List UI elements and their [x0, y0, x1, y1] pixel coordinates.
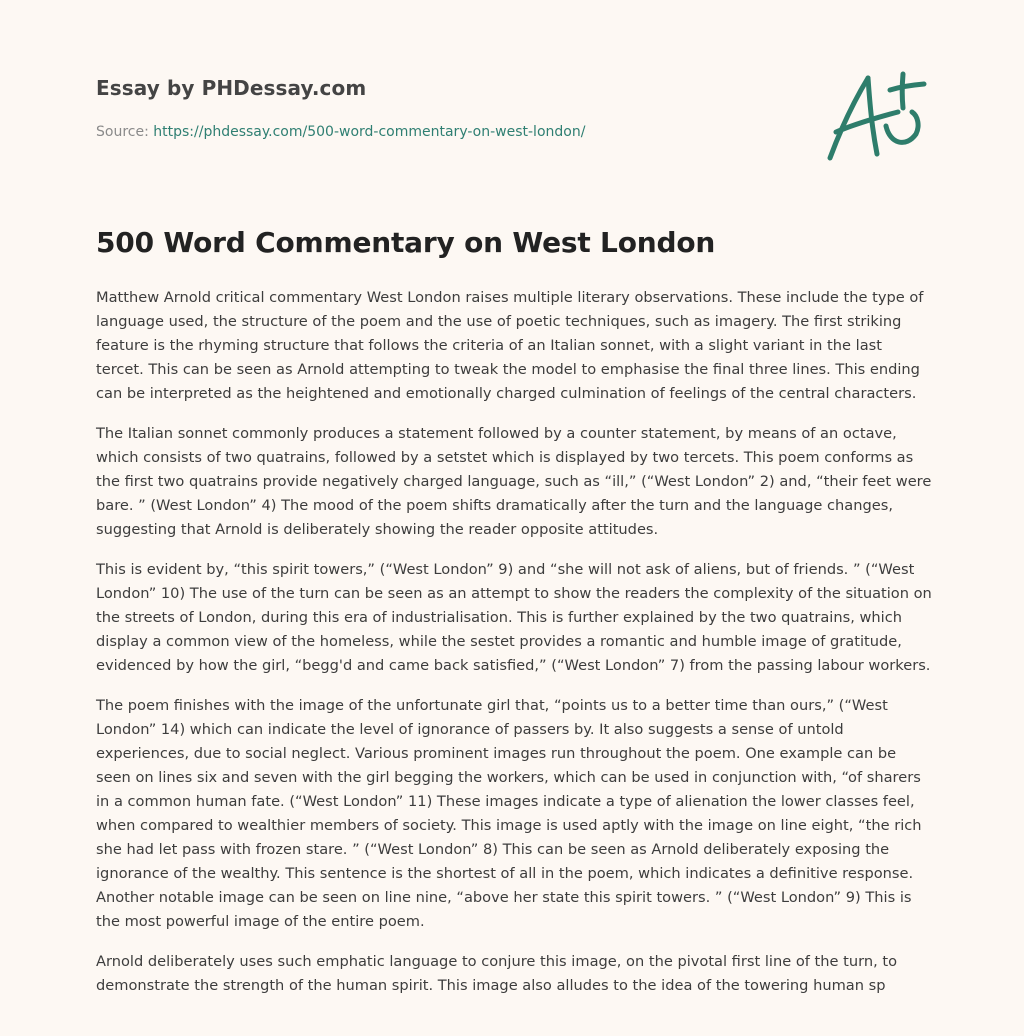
article-body: [96, 286, 932, 1014]
source-link[interactable]: https://phdessay.com/500-word-commentary-on-west-london/: [153, 124, 586, 140]
article-paragraph: This is evident by, “this spirit towers,” (“West London” 9) and “she will not ask of aliens, but of friends. ” (“West London” 10) The use of the turn can be seen as an attempt to show the readers the complexity of the situation on the streets of London, during this era of industrialisation. This is further explained by the two quatrains, which display a common view of the homeless, while the sestet provides a romantic and humble image of gratitude, evidenced by how the girl, “begg'd and came back satisfied,” (“West London” 7) from the passing labour workers.: [96, 561, 932, 674]
article-paragraph: Matthew Arnold critical commentary West London raises multiple literary observations. These include the type of language used, the structure of the poem and the use of poetic techniques, such as imagery. The first striking feature is the rhyming structure that follows the criteria of an Italian sonnet, with a slight variant in the last tercet. This can be seen as Arnold attempting to tweak the model to emphasise the final three lines. This ending can be interpreted as the heightened and emotionally charged culmination of feelings of the central characters.: [96, 289, 924, 402]
source-line: [96, 124, 796, 140]
article-paragraph: The Italian sonnet commonly produces a statement followed by a counter statement, by means of an octave, which consists of two quatrains, followed by a setstet which is displayed by two tercets. This poem conforms as the first two quatrains provide negatively charged language, such as “ill,” (“West London” 2) and, “their feet were bare. ” (West London” 4) The mood of the poem shifts dramatically after the turn and the language changes, suggesting that Arnold is deliberately showing the reader opposite attitudes.: [96, 425, 932, 538]
page-title: 500 Word Commentary on West London: [96, 226, 716, 259]
site-header: [96, 76, 796, 140]
a-plus-grade-icon: [820, 66, 930, 166]
article-paragraph: The poem finishes with the image of the unfortunate girl that, “points us to a better time than ours,” (“West London” 14) which can indicate the level of ignorance of passers by. It also suggests a sense of untold experiences, due to social neglect. Various prominent images run throughout the poem. One example can be seen on lines six and seven with the girl begging the workers, which can be used in conjunction with, “of sharers in a common human fate. (“West London” 11) These images indicate a type of alienation the lower classes feel, when compared to wealthier members of society. This image is used aptly with the image on line eight, “the rich she had let pass with frozen stare. ” (“West London” 8) This can be seen as Arnold deliberately exposing the ignorance of the wealthy. This sentence is the shortest of all in the poem, which indicates a definitive response. Another notable image can be seen on line nine, “above her state this spirit towers. ” (“West London” 9) This is the most powerful image of the entire poem.: [96, 697, 922, 930]
source-label: Source:: [96, 124, 149, 140]
article-paragraph: Arnold deliberately uses such emphatic language to conjure this image, on the pivotal first line of the turn, to demonstrate the strength of the human spirit. This image also alludes to the idea of the towering human sp: [96, 953, 898, 994]
site-brand: Essay by PHDessay.com: [96, 76, 367, 100]
